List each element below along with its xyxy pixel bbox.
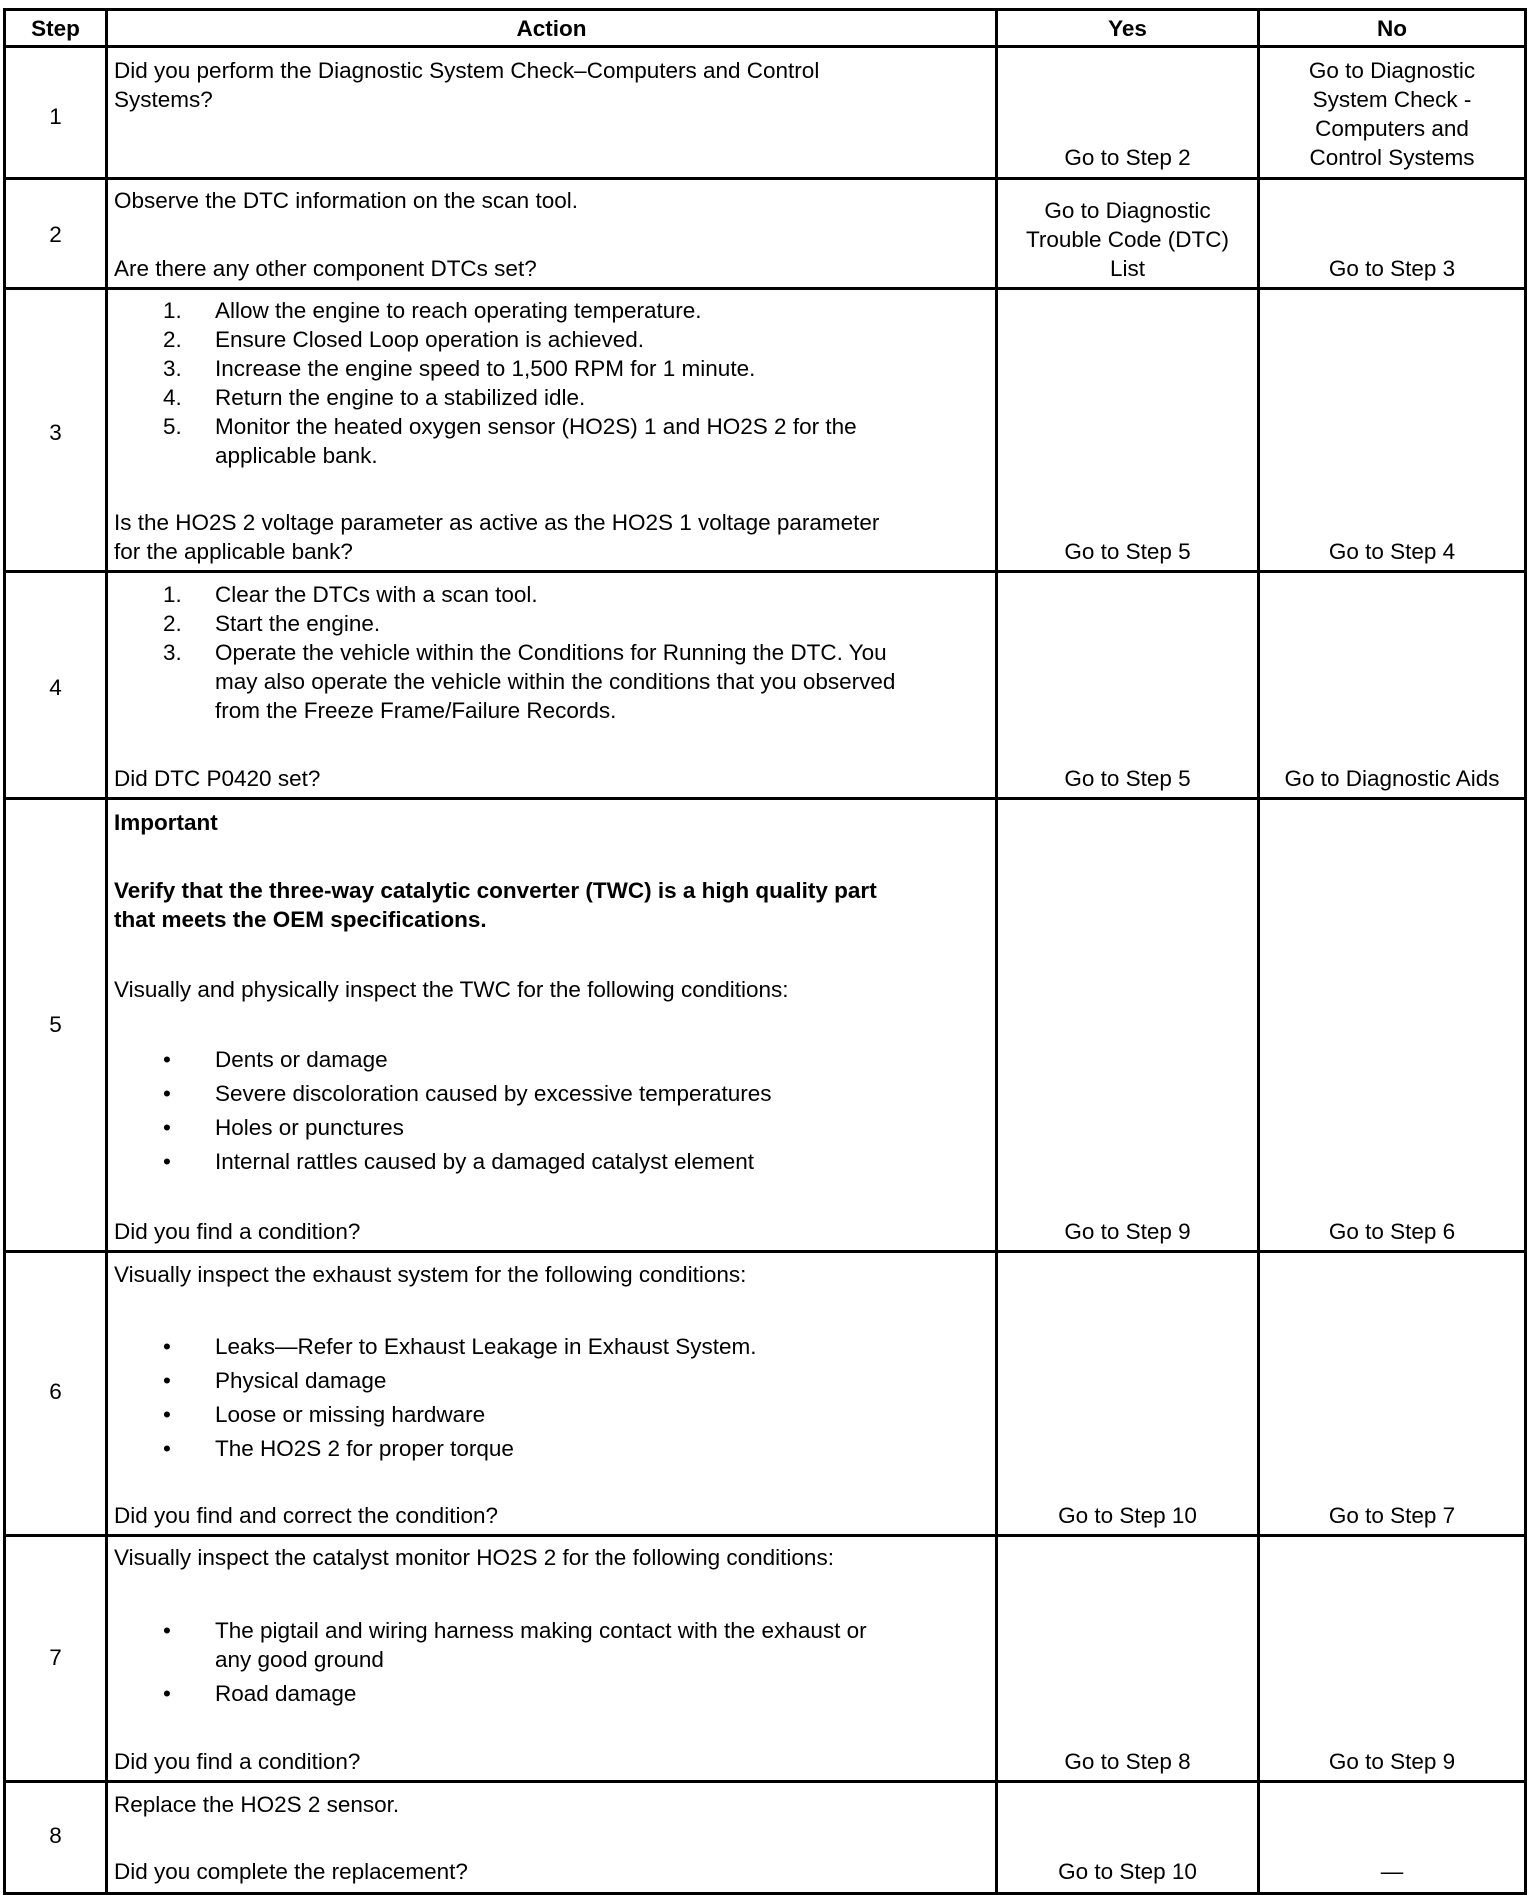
- no-result: Go to Step 9: [1328, 1749, 1456, 1774]
- action-text: Did you perform the Diagnostic System Check–Computers and Control: [114, 58, 820, 83]
- yes-result: Go to Step 10: [1058, 1859, 1197, 1884]
- rule: [3, 1250, 1527, 1253]
- action-text: Visually and physically inspect the TWC for the following conditions:: [114, 977, 789, 1002]
- action-question: Are there any other component DTCs set?: [114, 256, 537, 281]
- list-number: 3.: [163, 356, 182, 381]
- bullet: •: [163, 1047, 171, 1072]
- header-yes: Yes: [1108, 16, 1147, 41]
- rule: [3, 45, 1527, 48]
- no-result: Go to Step 4: [1328, 539, 1456, 564]
- yes-result: Trouble Code (DTC): [1026, 227, 1229, 252]
- list-item: Operate the vehicle within the Conditions for Running the DTC. You: [215, 640, 887, 665]
- bullet: •: [163, 1436, 171, 1461]
- header-no: No: [1377, 16, 1407, 41]
- action-text: Visually inspect the catalyst monitor HO2S 2 for the following conditions:: [114, 1545, 834, 1570]
- yes-result: Go to Step 5: [1064, 539, 1191, 564]
- list-item: Start the engine.: [215, 611, 381, 636]
- no-result: Go to Diagnostic Aids: [1284, 766, 1500, 791]
- action-question: Is the HO2S 2 voltage parameter as active as the HO2S 1 voltage parameter: [114, 510, 880, 535]
- bullet: •: [163, 1681, 171, 1706]
- action-question: for the applicable bank?: [114, 539, 353, 564]
- list-item: Dents or damage: [215, 1047, 388, 1072]
- list-item: any good ground: [215, 1647, 384, 1672]
- yes-result: Go to Step 2: [1064, 145, 1191, 170]
- no-result: Go to Diagnostic: [1308, 58, 1476, 83]
- no-result: —: [1380, 1859, 1404, 1884]
- rule: [3, 1534, 1527, 1537]
- important-note: Verify that the three-way catalytic converter (TWC) is a high quality part: [114, 878, 877, 903]
- list-item: The pigtail and wiring harness making contact with the exhaust or: [215, 1618, 867, 1643]
- list-item: The HO2S 2 for proper torque: [215, 1436, 514, 1461]
- list-item: Road damage: [215, 1681, 357, 1706]
- step-number: 6: [49, 1379, 62, 1404]
- rule: [995, 8, 998, 1892]
- yes-result: Go to Step 5: [1064, 766, 1191, 791]
- rule: [3, 1780, 1527, 1783]
- rule: [3, 287, 1527, 290]
- rule: [3, 8, 1527, 11]
- step-number: 5: [49, 1012, 62, 1037]
- action-question: Did you complete the replacement?: [114, 1859, 468, 1884]
- bullet: •: [163, 1334, 171, 1359]
- rule: [105, 8, 108, 1892]
- list-item: may also operate the vehicle within the conditions that you observed: [215, 669, 896, 694]
- action-text: Replace the HO2S 2 sensor.: [114, 1792, 400, 1817]
- step-number: 4: [49, 675, 62, 700]
- bullet: •: [163, 1402, 171, 1427]
- list-item: Allow the engine to reach operating temperature.: [215, 298, 702, 323]
- list-item: Internal rattles caused by a damaged catalyst element: [215, 1149, 755, 1174]
- rule: [1257, 8, 1260, 1892]
- action-text: Observe the DTC information on the scan tool.: [114, 188, 578, 213]
- list-item: Clear the DTCs with a scan tool.: [215, 582, 538, 607]
- list-number: 3.: [163, 640, 182, 665]
- action-question: Did DTC P0420 set?: [114, 766, 321, 791]
- rule: [3, 570, 1527, 573]
- no-result: Computers and: [1315, 116, 1469, 141]
- list-number: 2.: [163, 327, 182, 352]
- bullet: •: [163, 1618, 171, 1643]
- no-result: Go to Step 6: [1328, 1219, 1456, 1244]
- list-number: 5.: [163, 414, 182, 439]
- bullet: •: [163, 1368, 171, 1393]
- list-item: Severe discoloration caused by excessive temperatures: [215, 1081, 772, 1106]
- rule: [3, 177, 1527, 180]
- step-number: 3: [49, 420, 62, 445]
- important-label: Important: [114, 810, 218, 835]
- bullet: •: [163, 1081, 171, 1106]
- no-result: Go to Step 3: [1328, 256, 1456, 281]
- list-item: Return the engine to a stabilized idle.: [215, 385, 586, 410]
- list-item: Ensure Closed Loop operation is achieved.: [215, 327, 645, 352]
- bullet: •: [163, 1149, 171, 1174]
- header-step: Step: [31, 16, 80, 41]
- yes-result: Go to Diagnostic: [1044, 198, 1211, 223]
- list-item: Holes or punctures: [215, 1115, 404, 1140]
- header-action: Action: [516, 16, 587, 41]
- no-result: Control Systems: [1309, 145, 1475, 170]
- rule: [3, 797, 1527, 800]
- rule: [3, 8, 6, 1892]
- yes-result: Go to Step 9: [1064, 1219, 1191, 1244]
- list-number: 1.: [163, 298, 182, 323]
- list-item: Physical damage: [215, 1368, 387, 1393]
- yes-result: List: [1109, 256, 1145, 281]
- no-result: Go to Step 7: [1328, 1503, 1456, 1528]
- list-item: applicable bank.: [215, 443, 378, 468]
- bullet: •: [163, 1115, 171, 1140]
- list-item: Monitor the heated oxygen sensor (HO2S) 1 and HO2S 2 for the: [215, 414, 857, 439]
- action-text: Systems?: [114, 87, 213, 112]
- important-note: that meets the OEM specifications.: [114, 907, 487, 932]
- list-number: 2.: [163, 611, 182, 636]
- list-item: from the Freeze Frame/Failure Records.: [215, 698, 617, 723]
- list-number: 1.: [163, 582, 182, 607]
- yes-result: Go to Step 10: [1058, 1503, 1197, 1528]
- list-item: Leaks—Refer to Exhaust Leakage in Exhaust System.: [215, 1334, 757, 1359]
- list-item: Loose or missing hardware: [215, 1402, 486, 1427]
- step-number: 8: [49, 1823, 62, 1848]
- step-number: 7: [49, 1645, 62, 1670]
- step-number: 2: [49, 222, 62, 247]
- rule: [1524, 8, 1527, 1892]
- no-result: System Check -: [1312, 87, 1472, 112]
- list-number: 4.: [163, 385, 182, 410]
- step-number: 1: [49, 104, 62, 129]
- action-question: Did you find and correct the condition?: [114, 1503, 498, 1528]
- action-text: Visually inspect the exhaust system for the following conditions:: [114, 1262, 747, 1287]
- yes-result: Go to Step 8: [1064, 1749, 1191, 1774]
- list-item: Increase the engine speed to 1,500 RPM for 1 minute.: [215, 356, 756, 381]
- action-question: Did you find a condition?: [114, 1749, 361, 1774]
- action-question: Did you find a condition?: [114, 1219, 361, 1244]
